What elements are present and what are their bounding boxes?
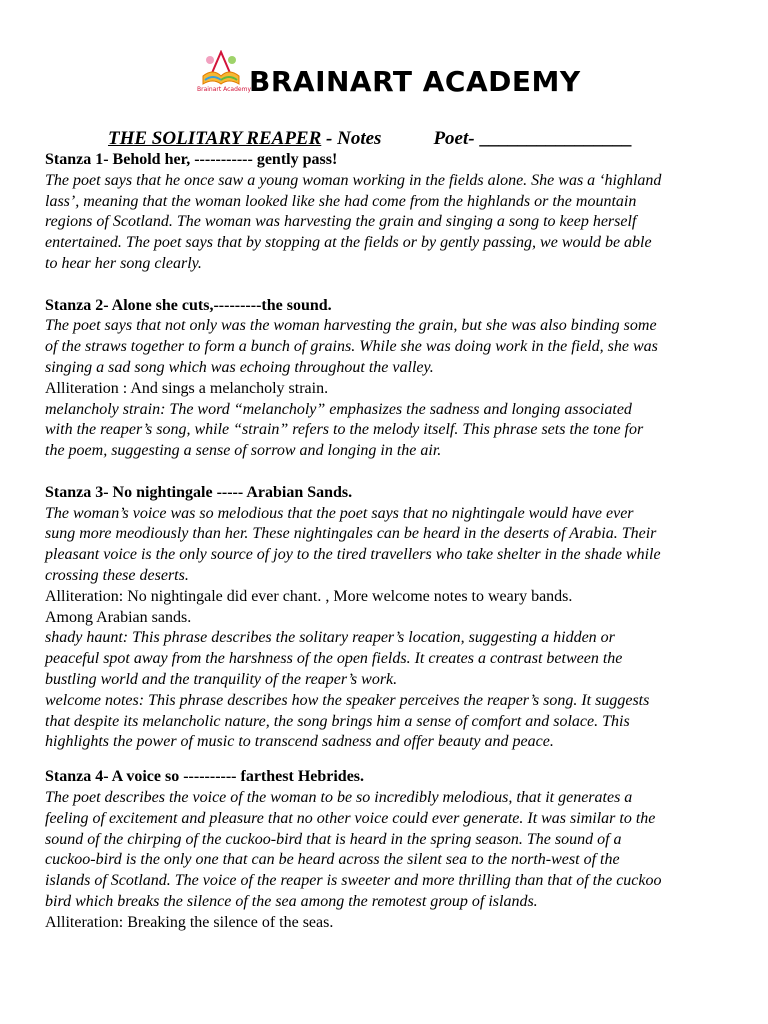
spacer: [45, 753, 735, 767]
spacer: [45, 275, 735, 296]
paragraph-line: of the straws together to form a bunch of grains. While she was doing work in the field, she was: [45, 338, 658, 356]
academy-logo: [195, 50, 252, 106]
paragraph-line: feeling of excitement and pleasure that no other voice could ever generate. It was similar to the: [45, 809, 656, 827]
paragraph-line: pleasant voice is the only source of joy to the tired travellers who take shelter in the shade while: [45, 546, 661, 564]
paragraph-line: entertained. The poet says that by stopping at the fields or by gently passing, we would be able: [45, 234, 652, 252]
note-line: that despite its melancholic nature, the song brings him a sense of comfort and solace. This: [45, 712, 630, 730]
paragraph-line: The poet describes the voice of the woman to be so incredibly melodious, that it generates a: [45, 788, 633, 806]
stanza-2-alliteration: Alliteration : And sings a melancholy strain.: [45, 379, 329, 397]
paragraph-line: to hear her song clearly.: [45, 254, 202, 272]
paragraph-line: sound of the chirping of the cuckoo-bird that is heard in the spring season. The sound of a: [45, 830, 622, 848]
alliteration-line: Alliteration: No nightingale did ever chant. , More welcome notes to weary bands.: [45, 587, 573, 605]
paragraph-line: The woman’s voice was so melodious that the poet says that no nightingale would have ever: [45, 504, 634, 522]
stanza-3-alliteration: [45, 587, 735, 629]
paragraph-line: sung more meodiously than her. These nightingales can be heard in the deserts of Arabia. Their: [45, 525, 657, 543]
note-line: with the reaper’s song, while “strain” refers to the melody itself. This phrase sets the tone for: [45, 421, 644, 439]
stanza-3-paragraph: [45, 504, 735, 587]
poet-label: Poet-: [433, 128, 475, 149]
note-line: shady haunt: This phrase describes the solitary reaper’s location, suggesting a hidden or: [45, 629, 615, 647]
paragraph-line: The poet says that not only was the woman harvesting the grain, but she was also binding some: [45, 317, 657, 335]
poet-blank: ________________: [474, 128, 632, 149]
stanza-1-heading: Stanza 1- Behold her, ----------- gently pass!: [45, 151, 338, 168]
academy-name: BRAINART ACADEMY: [249, 64, 581, 98]
paragraph-line: cuckoo-bird is the only one that can be heard across the silent sea to the north-west of the: [45, 851, 620, 869]
poem-title: THE SOLITARY REAPER: [108, 128, 322, 149]
stanza-1-paragraph: [45, 171, 735, 275]
stanza-2-paragraph: [45, 316, 735, 378]
paragraph-line: islands of Scotland. The voice of the reaper is sweeter and more thrilling than that of the cuckoo: [45, 872, 662, 890]
spacer: [45, 462, 735, 483]
stanza-4-alliteration: Alliteration: Breaking the silence of the seas.: [45, 913, 334, 931]
paragraph-line: The poet says that he once saw a young woman working in the fields alone. She was a ‘highland: [45, 171, 662, 189]
notes-content: [45, 150, 735, 933]
notes-label: - Notes: [321, 128, 382, 149]
stanza-3-heading: Stanza 3- No nightingale ----- Arabian Sands.: [45, 483, 353, 501]
paragraph-line: crossing these deserts.: [45, 566, 189, 584]
stanza-2-heading: Stanza 2- Alone she cuts,---------the sound.: [45, 296, 332, 314]
book-logo-icon: [195, 50, 247, 106]
note-line: bustling world and the tranquility of the reaper’s work.: [45, 670, 398, 688]
document-title-line: [108, 128, 631, 150]
paragraph-line: lass’, meaning that the woman looked like she had come from the highlands or the mountain: [45, 192, 637, 210]
paragraph-line: bird which breaks the silence of the sea among the remotest group of islands.: [45, 892, 538, 910]
logo-text: Brainart Academy: [197, 86, 252, 93]
paragraph-line: singing a sad song which was echoing throughout the valley.: [45, 358, 434, 376]
note-line: highlights the power of music to transcend sadness and offer beauty and peace.: [45, 733, 554, 751]
alliteration-line: Among Arabian sands.: [45, 608, 192, 626]
note-line: the poem, suggesting a sense of sorrow and longing in the air.: [45, 442, 442, 460]
note-line: welcome notes: This phrase describes how the speaker perceives the reaper’s song. It suggests: [45, 691, 650, 709]
page-header: [195, 48, 581, 108]
stanza-4-heading: Stanza 4- A voice so ---------- farthest Hebrides.: [45, 768, 365, 786]
paragraph-line: regions of Scotland. The woman was harvesting the grain and singing a song to keep herself: [45, 213, 637, 231]
stanza-2-notes: [45, 400, 735, 462]
stanza-4-paragraph: [45, 788, 735, 913]
note-line: melancholy strain: The word “melancholy” emphasizes the sadness and longing associated: [45, 400, 632, 418]
note-line: peaceful spot away from the harshness of the open fields. It creates a contrast between the: [45, 650, 623, 668]
stanza-3-notes: [45, 628, 735, 753]
